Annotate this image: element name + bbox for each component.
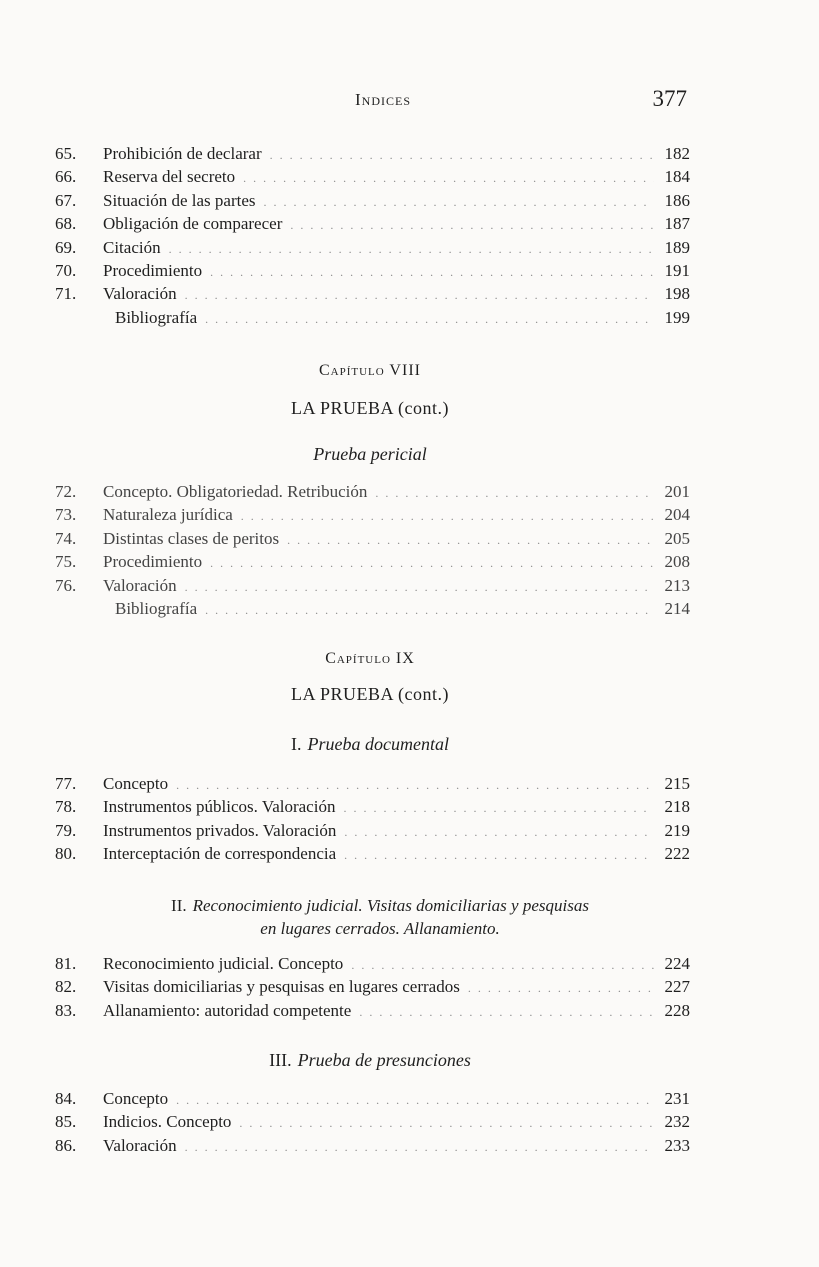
leader-dots: [239, 1112, 654, 1135]
entry-page: 201: [664, 482, 690, 501]
entry-number: 65.: [55, 144, 77, 163]
entry-number: 81.: [55, 954, 77, 973]
entry-page: 204: [664, 505, 690, 525]
leader-dots: [290, 214, 654, 237]
entry-number: 76.: [55, 575, 77, 595]
section-roman: II.: [171, 896, 187, 915]
entry-number: 66.: [55, 167, 77, 187]
entry-number: 77.: [55, 774, 77, 793]
toc-entry-bibliography: [55, 306, 690, 329]
entry-title: Concepto. Obligatoriedad. Retribución: [103, 482, 368, 501]
leader-dots: [210, 261, 654, 284]
toc-entry: [55, 503, 690, 526]
toc-entry-bibliography: [55, 597, 690, 620]
toc-entry: [55, 842, 690, 865]
leader-dots: [185, 284, 654, 307]
section-title: [80, 894, 680, 940]
entry-title: Obligación de comparecer: [103, 214, 283, 234]
entry-number: 82.: [55, 977, 77, 997]
entry-page: 205: [664, 528, 690, 548]
toc-entry: [55, 772, 690, 795]
entry-number: 79.: [55, 820, 77, 840]
running-title: Indices: [355, 90, 411, 109]
entry-title: Interceptación de correspondencia: [103, 844, 337, 864]
toc-entry: [55, 259, 690, 282]
entry-page: 187: [664, 214, 690, 234]
entry-number: 74.: [55, 528, 77, 548]
toc-entry: [55, 952, 690, 975]
toc-group-4: [55, 952, 690, 1022]
leader-dots: [243, 167, 654, 190]
toc-entry: [55, 574, 690, 597]
entry-page: 233: [664, 1135, 690, 1155]
toc-entry: [55, 165, 690, 188]
entry-title: Bibliografía: [115, 307, 198, 327]
running-header: [55, 86, 687, 116]
entry-page: 219: [664, 820, 690, 840]
entry-title: Distintas clases de peritos: [103, 528, 280, 548]
leader-dots: [270, 144, 654, 167]
leader-dots: [264, 191, 655, 214]
entry-title: Instrumentos públicos. Valoración: [103, 797, 336, 817]
toc-entry: [55, 527, 690, 550]
entry-number: 80.: [55, 844, 77, 864]
toc-group-2: [55, 480, 690, 620]
leader-dots: [468, 977, 654, 1000]
toc-entry: [55, 1087, 690, 1110]
entry-number: 78.: [55, 797, 77, 817]
toc-entry: [55, 480, 690, 503]
leader-dots: [176, 774, 654, 797]
leader-dots: [210, 552, 654, 575]
entry-title: Naturaleza jurídica: [103, 505, 233, 525]
entry-title: Instrumentos privados. Valoración: [103, 820, 337, 840]
entry-page: 215: [664, 774, 690, 793]
leader-dots: [359, 1001, 654, 1024]
section-roman: I.: [291, 734, 302, 754]
entry-page: 228: [664, 1000, 690, 1020]
entry-page: 213: [664, 575, 690, 595]
entry-number: 84.: [55, 1089, 77, 1108]
toc-entry: [55, 795, 690, 818]
chapter-title: LA PRUEBA (cont.): [290, 398, 449, 418]
entry-page: 222: [664, 844, 690, 864]
section-title-text: Reconocimiento judicial. Visitas domiciliarias y pesquisas: [192, 896, 589, 915]
entry-title: Visitas domiciliarias y pesquisas en lugares cerrados: [103, 977, 460, 997]
leader-dots: [287, 529, 654, 552]
leader-dots: [185, 576, 654, 599]
toc-entry: [55, 142, 690, 165]
entry-title: Reconocimiento judicial. Concepto: [103, 954, 344, 973]
leader-dots: [343, 797, 654, 820]
entry-number: 69.: [55, 237, 77, 257]
toc-entry: [55, 282, 690, 305]
entry-page: 232: [664, 1112, 690, 1132]
toc-group-3: [55, 772, 690, 866]
entry-number: 85.: [55, 1112, 77, 1132]
entry-title: Valoración: [103, 1135, 177, 1155]
leader-dots: [185, 1136, 654, 1159]
entry-number: 68.: [55, 214, 77, 234]
page-number: 377: [652, 86, 687, 111]
entry-page: 186: [664, 190, 690, 210]
section-title-line: en lugares cerrados. Allanamiento.: [260, 919, 500, 938]
leader-dots: [375, 482, 654, 505]
section-title: Prueba pericial: [313, 444, 427, 464]
toc-entry: [55, 550, 690, 573]
entry-page: 199: [664, 307, 690, 327]
entry-page: 227: [664, 977, 690, 997]
toc-entry: [55, 975, 690, 998]
section-title: [0, 1050, 740, 1071]
toc-entry: [55, 1110, 690, 1133]
toc-group-5: [55, 1087, 690, 1157]
entry-page: 191: [664, 260, 690, 280]
entry-page: 218: [664, 797, 690, 817]
entry-number: 73.: [55, 505, 77, 525]
entry-title: Concepto: [103, 1089, 169, 1108]
entry-title: Procedimiento: [103, 260, 203, 280]
entry-page: 208: [664, 552, 690, 572]
section-title-text: Prueba documental: [307, 734, 449, 754]
entry-title: Citación: [103, 237, 161, 257]
leader-dots: [205, 308, 654, 331]
toc-entry: [55, 1134, 690, 1157]
chapter-label: Capítulo IX: [325, 650, 415, 667]
section-roman: III.: [269, 1050, 292, 1070]
toc-entry: [55, 999, 690, 1022]
leader-dots: [169, 238, 654, 261]
leader-dots: [344, 844, 654, 867]
entry-number: 72.: [55, 482, 77, 501]
section-title-line: [80, 894, 680, 917]
entry-title: Situación de las partes: [103, 190, 256, 210]
entry-title: Bibliografía: [115, 598, 198, 618]
entry-number: 71.: [55, 284, 77, 304]
entry-title: Allanamiento: autoridad competente: [103, 1000, 352, 1020]
entry-number: 67.: [55, 190, 77, 210]
entry-number: 75.: [55, 552, 77, 572]
toc-entry: [55, 189, 690, 212]
entry-page: 182: [664, 144, 690, 163]
entry-title: Prohibición de declarar: [103, 144, 262, 163]
entry-title: Valoración: [103, 284, 177, 304]
leader-dots: [176, 1089, 654, 1112]
chapter-label: Capítulo VIII: [319, 362, 421, 379]
chapter-title: LA PRUEBA (cont.): [290, 684, 449, 704]
entry-number: 70.: [55, 260, 77, 280]
entry-page: 214: [664, 598, 690, 618]
section-title: [0, 734, 740, 755]
entry-page: 231: [664, 1089, 690, 1108]
toc-group-1: [55, 142, 690, 329]
entry-page: 224: [664, 954, 690, 973]
entry-title: Concepto: [103, 774, 169, 793]
entry-page: 189: [664, 237, 690, 257]
entry-title: Procedimiento: [103, 552, 203, 572]
entry-number: 83.: [55, 1000, 77, 1020]
entry-number: 86.: [55, 1135, 77, 1155]
toc-entry: [55, 212, 690, 235]
entry-title: Valoración: [103, 575, 177, 595]
toc-entry: [55, 819, 690, 842]
entry-page: 198: [664, 284, 690, 304]
leader-dots: [351, 954, 654, 977]
section-title-text: Prueba de presunciones: [297, 1050, 471, 1070]
entry-title: Reserva del secreto: [103, 167, 236, 187]
leader-dots: [241, 505, 654, 528]
toc-entry: [55, 236, 690, 259]
leader-dots: [205, 599, 654, 622]
entry-page: 184: [664, 167, 690, 187]
leader-dots: [344, 821, 654, 844]
entry-title: Indicios. Concepto: [103, 1112, 232, 1132]
